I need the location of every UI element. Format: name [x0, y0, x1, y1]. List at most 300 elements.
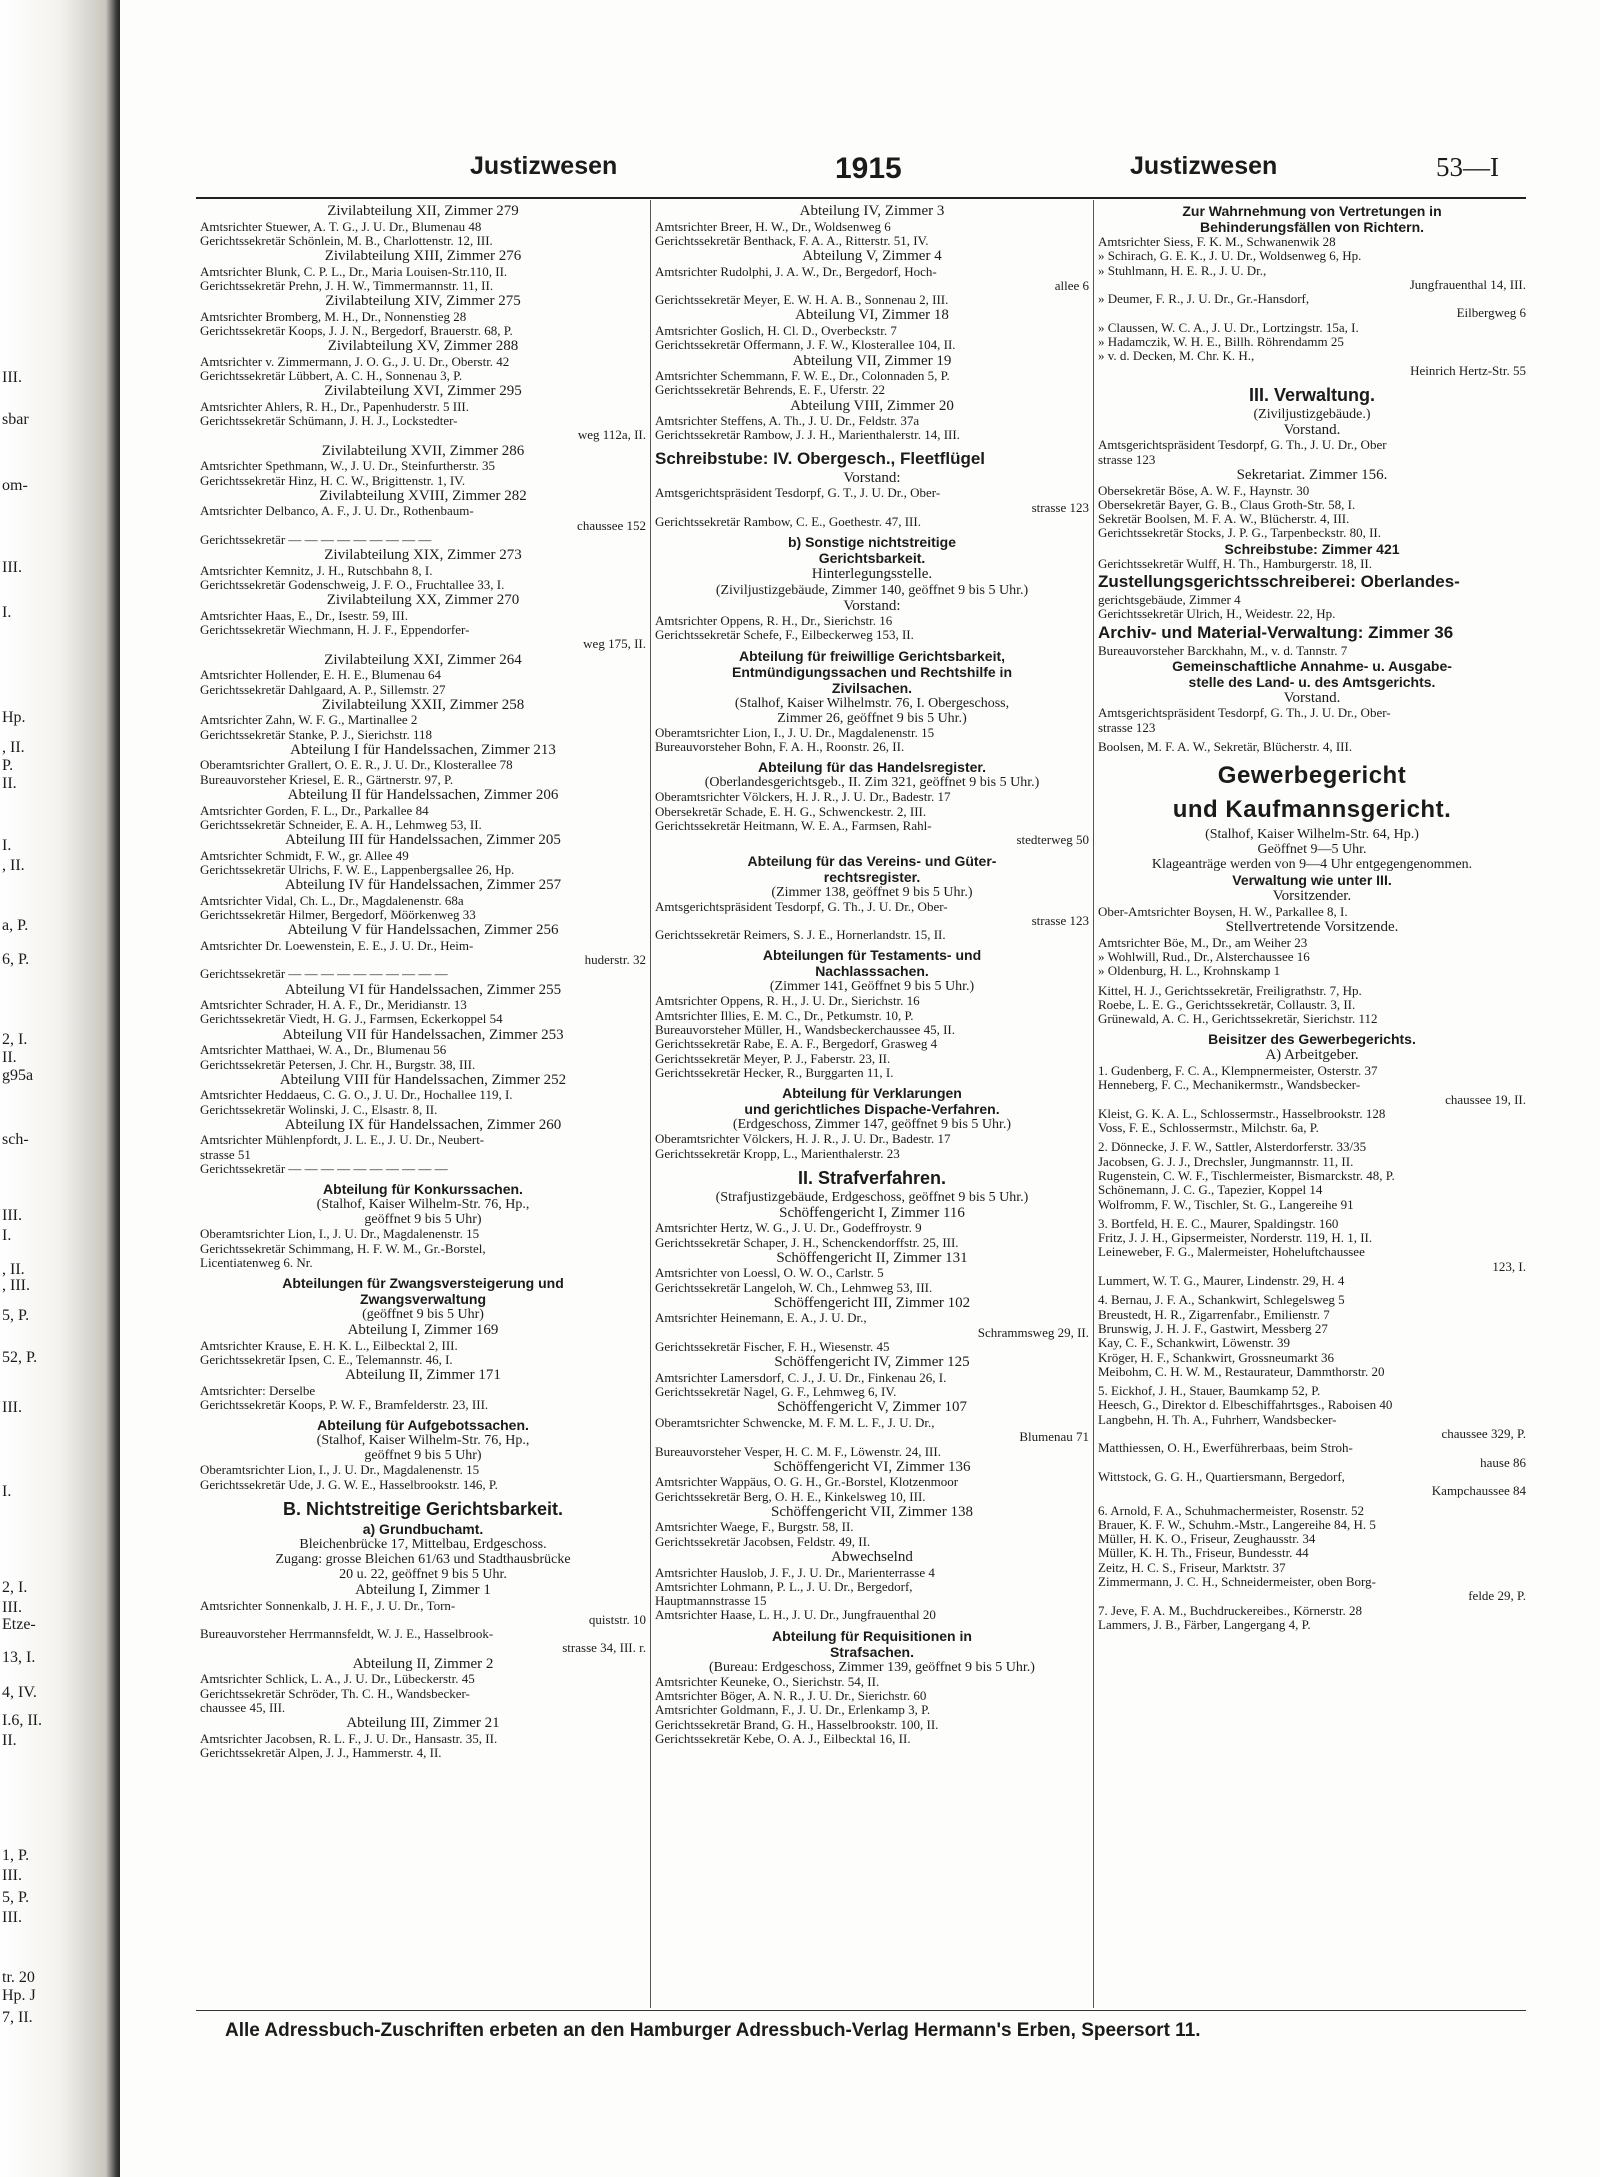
section-heading: Zivilabteilung XIV, Zimmer 275	[325, 293, 521, 310]
margin-fragment: III.	[2, 1909, 22, 1926]
section-heading: Abteilung IX für Handelssachen, Zimmer 260	[284, 1116, 562, 1133]
section-heading: Schöffengericht IV, Zimmer 125	[774, 1354, 970, 1371]
section-heading: Abteilung VII für Handelssachen, Zimmer 253	[282, 1026, 564, 1043]
section-note: (Erdgeschoss, Zimmer 147, geöffnet 9 bis 5 Uhr.)	[732, 1117, 1012, 1133]
directory-entry: Gerichtssekretär Fischer, F. H., Wiesenstr. 45	[655, 1340, 890, 1355]
directory-entry: Amtsgerichtspräsident Tesdorpf, G. Th., J. U. Dr., Ober-	[1098, 706, 1391, 721]
section-heading: Schöffengericht I, Zimmer 116	[779, 1204, 965, 1221]
directory-entry: Amtsrichter Siess, F. K. M., Schwanenwik 28	[1098, 235, 1336, 249]
section-heading: Abteilung VI für Handelssachen, Zimmer 255	[284, 981, 562, 998]
margin-fragment: 5, P.	[2, 1307, 30, 1324]
directory-entry: Amtsrichter Mühlenpfordt, J. L. E., J. U. Dr., Neubert-	[200, 1133, 485, 1148]
directory-entry: Gerichtssekretär Hinz, H. C. W., Brigittenstr. 1, IV.	[200, 473, 466, 488]
section-note: (Bureau: Erdgeschoss, Zimmer 139, geöffnet 9 bis 5 Uhr.)	[709, 1659, 1035, 1675]
directory-entry: Rugenstein, C. W. F., Tischlermeister, Bismarckstr. 48, P.	[1098, 1168, 1395, 1183]
section-heading: Zivilabteilung XIII, Zimmer 276	[324, 248, 522, 265]
directory-entry: strasse 34, III. r.	[562, 1641, 646, 1656]
section-heading: Vorstand.	[1283, 421, 1341, 438]
section-heading: Vorstand.	[1283, 689, 1341, 706]
directory-entry: 7. Jeve, F. A. M., Buchdruckereibes., Körnerstr. 28	[1098, 1603, 1362, 1618]
section-note: geöffnet 9 bis 5 Uhr)	[364, 1448, 482, 1464]
margin-fragment: sch-	[2, 1131, 29, 1148]
directory-entry: Oberamtsrichter Lion, I., J. U. Dr., Magdalenenstr. 15	[200, 1463, 480, 1478]
directory-entry: Gerichtssekretär Stocks, J. P. G., Tarpenbeckstr. 80, II.	[1098, 526, 1381, 541]
column-middle	[655, 203, 1089, 2003]
directory-entry: Gerichtssekretär Langeloh, W. Ch., Lehmweg 53, III.	[655, 1280, 933, 1295]
section-note: Zimmer 26, geöffnet 9 bis 5 Uhr.)	[777, 710, 967, 726]
directory-entry: Amtsrichter Keuneke, O., Sierichstr. 54, II.	[655, 1674, 880, 1689]
directory-entry: Heinrich Hertz-Str. 55	[1410, 363, 1526, 378]
section-note: (Stalhof, Kaiser Wilhelm-Str. 64, Hp.)	[1205, 827, 1419, 843]
section-heading: Zivilabteilung XXII, Zimmer 258	[321, 696, 525, 713]
running-head-year: 1915	[835, 152, 902, 185]
directory-entry: Amtsrichter v. Zimmermann, J. O. G., J. U. Dr., Oberstr. 42	[200, 354, 510, 369]
bold-heading: rechtsregister.	[823, 868, 921, 885]
directory-entry: Amtsrichter Schlick, L. A., J. U. Dr., Lübeckerstr. 45	[200, 1672, 475, 1687]
directory-entry: Leineweber, F. G., Malermeister, Hoheluftchaussee	[1098, 1245, 1365, 1260]
directory-entry: Obersekretär Bayer, G. B., Claus Groth-Str. 58, I.	[1098, 497, 1356, 512]
directory-entry: Gerichtssekretär Brand, G. H., Hasselbrookstr. 100, II.	[655, 1717, 939, 1732]
section-heading: Abteilung IV für Handelssachen, Zimmer 257	[284, 877, 562, 894]
directory-entry: Oberamtsrichter Lion, I., J. U. Dr., Magdalenenstr. 15	[200, 1227, 480, 1242]
directory-entry: Kröger, H. F., Schankwirt, Grossneumarkt 36	[1098, 1350, 1335, 1365]
section-heading: Schöffengericht III, Zimmer 102	[773, 1294, 971, 1311]
directory-entry: Gerichtssekretär Viedt, H. G. J., Farmsen, Eckerkoppel 54	[200, 1012, 503, 1027]
directory-entry: Amtsrichter Stuewer, A. T. G., J. U. Dr., Blumenau 48	[200, 219, 482, 234]
directory-entry: Amtsrichter Haas, E., Dr., Isestr. 59, III.	[200, 608, 408, 623]
directory-entry: Amtsrichter Delbanco, A. F., J. U. Dr., Rothenbaum-	[200, 504, 474, 519]
section-note: (Stalhof, Kaiser Wilhelmstr. 76, I. Obergeschoss,	[734, 695, 1010, 711]
inline-heading: Archiv- und Material-Verwaltung: Zimmer 36	[1098, 622, 1454, 642]
directory-entry: Kay, C. F., Schankwirt, Löwenstr. 39	[1098, 1336, 1291, 1351]
margin-fragment: tr. 20	[2, 1969, 35, 1986]
bold-heading: Abteilungen für Testaments- und	[762, 947, 982, 964]
directory-entry: Amtsrichter Hertz, W. G., J. U. Dr., Godeffroystr. 9	[655, 1221, 922, 1236]
main-heading: III. Verwaltung.	[1248, 384, 1376, 405]
directory-entry: strasse 51	[200, 1147, 251, 1162]
directory-entry: Amtsrichter Hollender, E. H. E., Blumenau 64	[200, 668, 442, 683]
margin-fragment: 1, P.	[2, 1847, 30, 1864]
section-heading: Abteilung VI, Zimmer 18	[795, 307, 949, 324]
section-heading: Hinterlegungsstelle.	[811, 566, 933, 583]
margin-fragment: a, P.	[2, 917, 29, 934]
directory-entry: » v. d. Decken, M. Chr. K. H.,	[1098, 349, 1255, 364]
directory-entry: Gerichtssekretär Behrends, E. F., Uferstr. 22	[655, 383, 886, 398]
section-note: Bleichenbrücke 17, Mittelbau, Erdgeschoss.	[299, 1537, 547, 1553]
directory-entry: Gerichtssekretär Kropp, L., Marienthalerstr. 23	[655, 1146, 900, 1161]
section-heading: Zivilabteilung XVIII, Zimmer 282	[319, 487, 527, 504]
section-heading: Stellvertretende Vorsitzende.	[1225, 919, 1399, 936]
bold-heading: Abteilungen für Zwangsversteigerung und	[282, 1275, 564, 1292]
bold-heading: Strafsachen.	[829, 1643, 915, 1660]
section-heading: Abteilung II, Zimmer 2	[352, 1655, 494, 1672]
directory-entry: » Wohlwill, Rud., Dr., Alsterchaussee 16	[1098, 949, 1310, 964]
directory-entry: 2. Dönnecke, J. F. W., Sattler, Alsterdorferstr. 33/35	[1098, 1140, 1367, 1155]
directory-entry: Amtsrichter Krause, E. H. K. L., Eilbecktal 2, III.	[200, 1338, 458, 1353]
bold-heading: Zwangsverwaltung	[359, 1291, 487, 1308]
directory-entry: Henneberg, F. C., Mechanikermstr., Wandsbecker-	[1098, 1078, 1361, 1093]
directory-entry: Gerichtssekretär Heitmann, W. E. A., Farmsen, Rahl-	[655, 818, 932, 833]
bold-heading: Entmündigungssachen und Rechtshilfe in	[731, 663, 1012, 680]
directory-entry: Gerichtssekretär Petersen, J. Chr. H., Burgstr. 38, III.	[200, 1057, 476, 1072]
directory-entry: Amtsrichter Goslich, H. Cl. D., Overbeckstr. 7	[655, 323, 897, 338]
directory-entry: weg 112a, II.	[577, 428, 646, 443]
directory-entry: Bureauvorsteher Barckhahn, M., v. d. Tannstr. 7	[1098, 643, 1348, 658]
section-note: (Zimmer 141, Geöffnet 9 bis 5 Uhr.)	[769, 979, 975, 995]
directory-entry: Gerichtssekretär Schaper, J. H., Schenckendorffstr. 25, III.	[655, 1235, 959, 1250]
directory-entry: weg 175, II.	[583, 637, 646, 652]
directory-entry: Gerichtssekretär Wolinski, J. C., Elsastr. 8, II.	[200, 1102, 438, 1117]
directory-entry: Amtsrichter Matthaei, W. A., Dr., Blumenau 56	[200, 1043, 447, 1058]
inline-heading: Schreibstube: IV. Obergesch., Fleetflügel	[655, 448, 986, 468]
directory-entry: Amtsrichter Bromberg, M. H., Dr., Nonnenstieg 28	[200, 309, 467, 324]
section-heading: Abteilung I, Zimmer 169	[347, 1322, 499, 1339]
directory-entry: Amtsrichter Illies, E. M. C., Dr., Petkumstr. 10, P.	[655, 1008, 914, 1023]
margin-fragment: III.	[2, 1399, 22, 1416]
directory-entry: strasse 123	[1098, 452, 1156, 467]
directory-entry: Amtsrichter Hauslob, J. F., J. U. Dr., Marienterrasse 4	[655, 1565, 935, 1580]
margin-fragment: III.	[2, 1867, 22, 1884]
bold-heading: Beisitzer des Gewerbegerichts.	[1208, 1031, 1416, 1048]
section-heading: Abteilung VII, Zimmer 19	[792, 352, 952, 369]
section-heading: Schöffengericht II, Zimmer 131	[776, 1249, 968, 1266]
directory-entry: Oberamtsrichter Schwencke, M. F. M. L. F., J. U. Dr.,	[655, 1415, 935, 1430]
section-heading: Zivilabteilung XVII, Zimmer 286	[321, 442, 525, 459]
margin-fragment: 2, I.	[2, 1031, 28, 1048]
directory-entry: Gerichtssekretär — — — — — — — — — —	[200, 967, 448, 982]
directory-entry: Amtsrichter Lamersdorf, C. J., J. U. Dr., Finkenau 26, I.	[655, 1370, 947, 1385]
directory-entry: Amtsrichter von Loessl, O. W. O., Carlstr. 5	[655, 1266, 884, 1281]
directory-entry: Amtsrichter Steffens, A. Th., J. U. Dr., Feldstr. 37a	[655, 414, 920, 429]
directory-entry: Kampchaussee 84	[1431, 1484, 1526, 1499]
directory-entry: 3. Bortfeld, H. E. C., Maurer, Spaldingstr. 160	[1098, 1216, 1339, 1231]
directory-entry: Amtsrichter Schmidt, F. W., gr. Allee 49	[200, 848, 409, 863]
inline-heading: Zustellungsgerichtsschreiberei: Oberlandes-	[1098, 572, 1460, 592]
section-note: (Stalhof, Kaiser Wilhelm-Str. 76, Hp.,	[316, 1433, 530, 1449]
section-heading: Abteilung VIII für Handelssachen, Zimmer 252	[279, 1071, 567, 1088]
directory-entry: Gerichtssekretär Wulff, H. Th., Hamburgerstr. 18, II.	[1098, 556, 1372, 571]
directory-entry: Amtsrichter Oppens, R. H., Dr., Sierichstr. 16	[655, 614, 893, 629]
directory-entry: Müller, K. H. Th., Friseur, Bundesstr. 44	[1098, 1546, 1309, 1561]
directory-entry: Amtsrichter Böger, A. N. R., J. U. Dr., Sierichstr. 60	[655, 1689, 927, 1704]
directory-entry: Gerichtssekretär Schimmang, H. F. W. M., Gr.-Borstel,	[200, 1241, 486, 1256]
section-heading: Schöffengericht VI, Zimmer 136	[773, 1458, 971, 1475]
directory-entry: Lammers, J. B., Färber, Langergang 4, P.	[1098, 1617, 1311, 1632]
directory-entry: » Hadamczik, W. H. E., Billh. Röhrendamm 25	[1098, 335, 1344, 350]
directory-entry: Matthiessen, O. H., Ewerführerbaas, beim Stroh-	[1098, 1441, 1353, 1456]
directory-entry: Gerichtssekretär Rabe, E. A. F., Bergedorf, Grasweg 4	[655, 1037, 938, 1052]
margin-fragment: Etze-	[2, 1616, 36, 1633]
directory-entry: Amtsrichter Kemnitz, J. H., Rutschbahn 8, I.	[200, 563, 433, 578]
directory-entry: Amtsrichter Spethmann, W., J. U. Dr., Steinfurtherstr. 35	[200, 459, 496, 474]
directory-entry: Amtsrichter Waege, F., Burgstr. 58, II.	[655, 1520, 854, 1535]
directory-entry: Gerichtssekretär Schönlein, M. B., Charlottenstr. 12, III.	[200, 233, 493, 248]
bold-heading: Abteilung für Verklarungen	[782, 1085, 962, 1102]
bold-heading: Schreibstube: Zimmer 421	[1224, 540, 1400, 557]
directory-entry: Zeitz, H. C. S., Friseur, Marktstr. 37	[1098, 1560, 1286, 1575]
directory-entry: Amtsrichter: Derselbe	[200, 1383, 316, 1398]
directory-entry: Wolfromm, F. W., Tischler, St. G., Langereihe 91	[1098, 1197, 1354, 1212]
margin-fragment: I.	[2, 837, 12, 854]
directory-entry: Gerichtssekretär Rambow, J. J. H., Marienthalerstr. 14, III.	[655, 428, 960, 443]
directory-entry: felde 29, P.	[1468, 1589, 1526, 1604]
directory-entry: Amtsgerichtspräsident Tesdorpf, G. T., J. U. Dr., Ober-	[655, 486, 941, 501]
section-note: (Strafjustizgebäude, Erdgeschoss, geöffnet 9 bis 5 Uhr.)	[715, 1189, 1029, 1205]
directory-entry: Obersekretär Schade, E. H. G., Schwenckestr. 2, III.	[655, 804, 927, 819]
directory-entry: Gerichtssekretär Lübbert, A. C. H., Sonnenau 3, P.	[200, 369, 463, 384]
directory-entry: Schrammsweg 29, II.	[977, 1325, 1089, 1340]
margin-fragment: III.	[2, 369, 22, 386]
section-heading: Zivilabteilung XVI, Zimmer 295	[324, 383, 522, 400]
directory-entry: Gerichtssekretär Hecker, R., Burggarten 11, I.	[655, 1065, 894, 1080]
directory-entry: gerichtsgebäude, Zimmer 4	[1098, 593, 1241, 608]
bold-heading: Abteilung für das Vereins- und Güter-	[747, 852, 997, 869]
directory-entry: Grünewald, A. C. H., Gerichtssekretär, Sierichstr. 112	[1098, 1012, 1378, 1027]
margin-fragment: II.	[2, 1732, 17, 1749]
directory-entry: chaussee 329, P.	[1441, 1427, 1526, 1442]
margin-fragment: I.	[2, 1483, 12, 1500]
directory-entry: huderstr. 32	[584, 953, 646, 968]
margin-fragment: Hp.	[2, 709, 26, 726]
header-rule	[196, 197, 1526, 199]
bold-heading: Zivilsachen.	[831, 679, 913, 696]
directory-entry: Gerichtssekretär Meyer, E. W. H. A. B., Sonnenau 2, III.	[655, 293, 949, 308]
publisher-footer: Alle Adressbuch-Zuschriften erbeten an den Hamburger Adressbuch-Verlag Hermann's Erben, Speersort 11.	[225, 2020, 1201, 2041]
bold-heading: b) Sonstige nichtstreitige	[787, 534, 956, 551]
directory-entry: 5. Eickhof, J. H., Stauer, Baumkamp 52, P.	[1098, 1384, 1321, 1399]
directory-entry: Brunswig, J. H. J. F., Gastwirt, Messberg 27	[1098, 1321, 1328, 1336]
bold-heading: Abteilung für Konkurssachen.	[323, 1181, 523, 1198]
directory-entry: » Oldenburg, H. L., Krohnskamp 1	[1098, 964, 1281, 979]
directory-entry: Amtsrichter Jacobsen, R. L. F., J. U. Dr., Hansastr. 35, II.	[200, 1731, 498, 1746]
directory-entry: Gerichtssekretär Ulrich, H., Weidestr. 22, Hp.	[1098, 607, 1336, 622]
directory-entry: chaussee 152	[577, 518, 646, 533]
directory-entry: Amtsrichter Böe, M., Dr., am Weiher 23	[1098, 935, 1308, 950]
section-note: (Zimmer 138, geöffnet 9 bis 5 Uhr.)	[771, 884, 973, 900]
directory-entry: Gerichtssekretär Schümann, J. H. J., Lockstedter-	[200, 414, 458, 429]
bold-heading: Abteilung für Requisitionen in	[772, 1627, 972, 1644]
directory-entry: Kleist, G. K. A. L., Schlossermstr., Hasselbrookstr. 128	[1098, 1106, 1386, 1121]
bold-heading: Gerichtsbarkeit.	[818, 550, 926, 567]
directory-entry: Amtsrichter Haase, L. H., J. U. Dr., Jungfrauenthal 20	[655, 1608, 936, 1623]
section-heading: Zivilabteilung XII, Zimmer 279	[327, 203, 519, 219]
section-heading: Abteilung IV, Zimmer 3	[799, 203, 945, 219]
directory-entry: Gerichtssekretär Schneider, E. A. H., Lehmweg 53, II.	[200, 817, 482, 832]
directory-entry: Gerichtssekretär Meyer, P. J., Faberstr. 23, II.	[655, 1051, 891, 1066]
directory-entry: 4. Bernau, J. F. A., Schankwirt, Schlegelsweg 5	[1098, 1293, 1345, 1308]
directory-entry: » Schirach, G. E. K., J. U. Dr., Woldsenweg 6, Hp.	[1098, 249, 1362, 264]
directory-entry: Amtsrichter Vidal, Ch. L., Dr., Magdalenenstr. 68a	[200, 893, 464, 908]
section-heading: Zivilabteilung XIX, Zimmer 273	[324, 547, 522, 564]
directory-entry: Gerichtssekretär Godenschweig, J. F. O., Fruchtallee 33, I.	[200, 578, 505, 593]
directory-entry: Boolsen, M. F. A. W., Sekretär, Blücherstr. 4, III.	[1098, 740, 1353, 755]
directory-entry: Amtsrichter Gorden, F. L., Dr., Parkallee 84	[200, 803, 429, 818]
directory-entry: Amtsrichter Breer, H. W., Dr., Woldsenweg 6	[655, 219, 891, 234]
section-heading: Schöffengericht VII, Zimmer 138	[771, 1503, 973, 1520]
margin-fragment: , II.	[2, 857, 25, 874]
column-left	[200, 203, 646, 2003]
directory-entry: Langbehn, H. Th. A., Fuhrherr, Wandsbecker-	[1098, 1412, 1337, 1427]
section-heading: Schöffengericht V, Zimmer 107	[777, 1399, 967, 1416]
directory-entry: Ober-Amtsrichter Boysen, H. W., Parkallee 8, I.	[1098, 904, 1348, 919]
directory-entry: Oberamtsrichter Völckers, H. J. R., J. U. Dr., Badestr. 17	[655, 790, 951, 805]
directory-entry: Gerichtssekretär Stanke, P. J., Sierichstr. 118	[200, 727, 433, 742]
directory-entry: Gerichtssekretär Prehn, J. H. W., Timmermannstr. 11, II.	[200, 278, 494, 293]
directory-entry: Hauptmannstrasse 15	[655, 1594, 767, 1609]
directory-entry: Gerichtssekretär Schröder, Th. C. H., Wandsbecker-	[200, 1686, 470, 1701]
directory-entry: Gerichtssekretär Schefe, F., Eilbeckerweg 153, II.	[655, 628, 914, 643]
bold-heading: Abteilung für Aufgebotssachen.	[317, 1417, 529, 1434]
directory-entry: Amtsrichter Lohmann, P. L., J. U. Dr., Bergedorf,	[655, 1579, 913, 1594]
page-number: 53—I	[1436, 152, 1499, 182]
directory-entry: Breustedt, H. R., Zigarrenfabr., Emilienstr. 7	[1098, 1307, 1330, 1322]
directory-entry: Voss, F. E., Schlossermstr., Milchstr. 6a, P.	[1098, 1121, 1319, 1136]
section-heading: Abwechselnd	[831, 1549, 913, 1566]
section-note: Geöffnet 9—5 Uhr.	[1257, 842, 1367, 858]
section-heading: Abteilung V, Zimmer 4	[802, 248, 942, 265]
section-heading: Abteilung III für Handelssachen, Zimmer 205	[285, 832, 561, 849]
directory-entry: Bureauvorsteher Vesper, H. C. M. F., Löwenstr. 24, III.	[655, 1444, 941, 1459]
directory-entry: Gerichtssekretär Koops, P. W. F., Bramfelderstr. 23, III.	[200, 1398, 489, 1413]
directory-entry: Gerichtssekretär Dahlgaard, A. P., Sillemstr. 27	[200, 682, 446, 697]
margin-fragment: Hp. J	[2, 1987, 36, 2004]
directory-entry: Amtsrichter Zahn, W. F. G., Martinallee 2	[200, 713, 418, 728]
directory-entry: Bureauvorsteher Herrmannsfeldt, W. J. E., Hasselbrook-	[200, 1627, 494, 1642]
margin-fragment: om-	[2, 477, 28, 494]
directory-entry: Amtsrichter Oppens, R. H., J. U. Dr., Sierichstr. 16	[655, 994, 920, 1009]
bold-heading: und gerichtliches Dispache-Verfahren.	[744, 1101, 1000, 1118]
directory-entry: Bureauvorsteher Müller, H., Wandsbeckerchaussee 45, II.	[655, 1023, 955, 1038]
margin-fragment: , III.	[2, 1277, 30, 1294]
section-heading: Vorstand:	[843, 469, 901, 486]
directory-entry: stedterweg 50	[1016, 833, 1089, 848]
directory-entry: Oberamtsrichter Lion, I., J. U. Dr., Magdalenenstr. 15	[655, 725, 935, 740]
section-heading: A) Arbeitgeber.	[1265, 1047, 1359, 1064]
directory-entry: Heesch, G., Direktor d. Elbeschiffahrtsges., Raboisen 40	[1098, 1398, 1393, 1413]
directory-entry: Eilbergweg 6	[1456, 306, 1526, 321]
directory-entry: Bureauvorsteher Bohn, F. A. H., Roonstr. 26, II.	[655, 740, 905, 755]
directory-entry: strasse 123	[1031, 913, 1089, 928]
directory-entry: Licentiatenweg 6. Nr.	[200, 1255, 313, 1270]
directory-entry: Gerichtssekretär Reimers, S. J. E., Hornerlandstr. 15, II.	[655, 928, 946, 943]
directory-entry: Gerichtssekretär Hilmer, Bergedorf, Möörkenweg 33	[200, 908, 476, 922]
directory-entry: Schönemann, J. C. G., Tapezier, Koppel 14	[1098, 1183, 1323, 1198]
section-note: Klageanträge werden von 9—4 Uhr entgegengenommen.	[1151, 857, 1473, 873]
directory-entry: Gerichtssekretär Nagel, G. F., Lehmweg 6, IV.	[655, 1385, 897, 1400]
section-note: geöffnet 9 bis 5 Uhr)	[364, 1212, 482, 1228]
previous-page-fragments	[2, 0, 72, 2177]
directory-entry: Fritz, J. J. H., Gipsermeister, Norderstr. 119, H. 1, II.	[1098, 1231, 1373, 1246]
section-heading: Sekretariat. Zimmer 156.	[1236, 467, 1388, 484]
section-note: (geöffnet 9 bis 5 Uhr)	[362, 1307, 484, 1323]
bold-heading: stelle des Land- u. des Amtsgerichts.	[1188, 673, 1436, 690]
margin-fragment: III.	[2, 559, 22, 576]
margin-fragment: P.	[2, 757, 14, 774]
margin-fragment: 7, II.	[2, 2009, 33, 2026]
directory-entry: strasse 123	[1098, 720, 1156, 735]
bold-heading: Abteilung für das Handelsregister.	[758, 759, 986, 776]
directory-entry: Amtsrichter Ahlers, R. H., Dr., Papenhuderstr. 5 III.	[200, 399, 469, 414]
margin-fragment: 2, I.	[2, 1579, 28, 1596]
directory-entry: quiststr. 10	[588, 1612, 646, 1627]
directory-entry: Blumenau 71	[1019, 1430, 1089, 1445]
directory-entry: » Deumer, F. R., J. U. Dr., Gr.-Hansdorf,	[1098, 292, 1310, 307]
section-note: (Oberlandesgerichtsgeb., II. Zim 321, geöffnet 9 bis 5 Uhr.)	[704, 775, 1040, 791]
directory-entry: Amtsrichter Schemmann, F. W. E., Dr., Colonnaden 5, P.	[655, 369, 950, 384]
directory-entry: Amtsrichter Schrader, H. A. F., Dr., Meridianstr. 13	[200, 998, 467, 1013]
bold-heading: Behinderungsfällen von Richtern.	[1199, 219, 1425, 235]
margin-fragment: I.	[2, 604, 12, 621]
directory-entry: Amtsrichter Heinemann, E. A., J. U. Dr.,	[655, 1311, 867, 1326]
directory-entry: Zimmermann, J. C. H., Schneidermeister, oben Borg-	[1098, 1575, 1376, 1589]
section-heading: Abteilung III, Zimmer 21	[346, 1715, 500, 1732]
section-heading: Abteilung I, Zimmer 1	[355, 1582, 491, 1599]
directory-entry: Amtsrichter Heddaeus, C. G. O., J. U. Dr., Hochallee 119, I.	[200, 1088, 513, 1103]
court-title: Gewerbegericht	[1217, 762, 1407, 790]
section-heading: Zivilabteilung XV, Zimmer 288	[327, 338, 519, 355]
bold-heading: Zur Wahrnehmung von Vertretungen in	[1182, 203, 1442, 219]
directory-entry: Amtsrichter Goldmann, F., J. U. Dr., Erlenkamp 3, P.	[655, 1703, 931, 1718]
directory-entry: Gerichtssekretär Alpen, J. J., Hammerstr. 4, II.	[200, 1745, 442, 1760]
directory-entry: Amtsrichter Dr. Loewenstein, E. E., J. U. Dr., Heim-	[200, 938, 474, 953]
directory-entry: chaussee 45, III.	[200, 1700, 286, 1715]
column-divider	[1093, 200, 1094, 2008]
margin-fragment: sbar	[2, 411, 29, 428]
directory-entry: Brauer, K. F. W., Schuhm.-Mstr., Langereihe 84, H. 5	[1098, 1517, 1376, 1532]
margin-fragment: g95a	[2, 1067, 34, 1084]
directory-entry: Gerichtssekretär — — — — — — — — —	[200, 532, 432, 547]
margin-fragment: III.	[2, 1599, 22, 1616]
margin-fragment: III.	[2, 1207, 22, 1224]
directory-entry: Lummert, W. T. G., Maurer, Lindenstr. 29, H. 4	[1098, 1274, 1345, 1289]
column-right	[1098, 203, 1526, 2003]
directory-entry: Amtsgerichtspräsident Tesdorpf, G. Th., J. U. Dr., Ober	[1098, 438, 1387, 453]
margin-fragment: , II.	[2, 739, 25, 756]
section-heading: Zivilabteilung XX, Zimmer 270	[326, 592, 520, 609]
directory-entry: Amtsrichter Rudolphi, J. A. W., Dr., Bergedorf, Hoch-	[655, 264, 937, 279]
main-heading: II. Strafverfahren.	[797, 1167, 947, 1188]
margin-fragment: 6, P.	[2, 951, 30, 968]
directory-entry: Gerichtssekretär Benthack, F. A. A., Ritterstr. 51, IV.	[655, 233, 929, 248]
directory-entry: Gerichtssekretär Ipsen, C. E., Telemannstr. 46, I.	[200, 1353, 453, 1368]
footer-rule	[196, 2010, 1526, 2011]
section-heading: Zivilabteilung XXI, Zimmer 264	[324, 651, 522, 668]
directory-entry: » Stuhlmann, H. E. R., J. U. Dr.,	[1098, 263, 1267, 278]
section-note: (Ziviljustizgebäude.)	[1253, 406, 1371, 422]
directory-entry: Gerichtssekretär Ulrichs, F. W. E., Lappenbergsallee 26, Hp.	[200, 862, 515, 877]
margin-fragment: II.	[2, 775, 17, 792]
directory-entry: 6. Arnold, F. A., Schuhmachermeister, Rosenstr. 52	[1098, 1503, 1364, 1518]
directory-entry: Gerichtssekretär — — — — — — — — — —	[200, 1162, 448, 1177]
directory-entry: Gerichtssekretär Offermann, J. F. W., Klosterallee 104, II.	[655, 338, 956, 353]
directory-entry: Gerichtssekretär Berg, O. H. E., Kinkelsweg 10, III.	[655, 1489, 926, 1504]
directory-entry: Amtsrichter Sonnenkalb, J. H. F., J. U. Dr., Torn-	[200, 1598, 456, 1613]
section-note: 20 u. 22, geöffnet 9 bis 5 Uhr.	[339, 1567, 507, 1583]
directory-entry: Amtsrichter Blunk, C. P. L., Dr., Maria Louisen-Str.110, II.	[200, 264, 508, 279]
section-note: Zugang: grosse Bleichen 61/63 und Stadthausbrücke	[275, 1552, 571, 1568]
directory-entry: Bureauvorsteher Kriesel, E. R., Gärtnerstr. 97, P.	[200, 772, 454, 787]
directory-entry: Gerichtssekretär Koops, J. J. N., Bergedorf, Brauerstr. 68, P.	[200, 323, 513, 338]
section-heading: Abteilung I für Handelssachen, Zimmer 213	[290, 741, 556, 758]
directory-entry: Gerichtssekretär Ude, J. G. W. E., Hasselbrookstr. 146, P.	[200, 1477, 498, 1492]
section-heading: Vorstand:	[843, 597, 901, 614]
bold-heading: Verwaltung wie unter III.	[1232, 872, 1392, 889]
directory-entry: Oberamtsrichter Völckers, H. J. R., J. U. Dr., Badestr. 17	[655, 1132, 951, 1147]
directory-entry: Amtsgerichtspräsident Tesdorpf, G. Th., J. U. Dr., Ober-	[655, 899, 948, 914]
bold-heading: Abteilung für freiwillige Gerichtsbarkeit,	[738, 647, 1006, 664]
section-heading: Abteilung V für Handelssachen, Zimmer 256	[287, 922, 559, 939]
bold-heading: Gemeinschaftliche Annahme- u. Ausgabe-	[1172, 657, 1452, 674]
